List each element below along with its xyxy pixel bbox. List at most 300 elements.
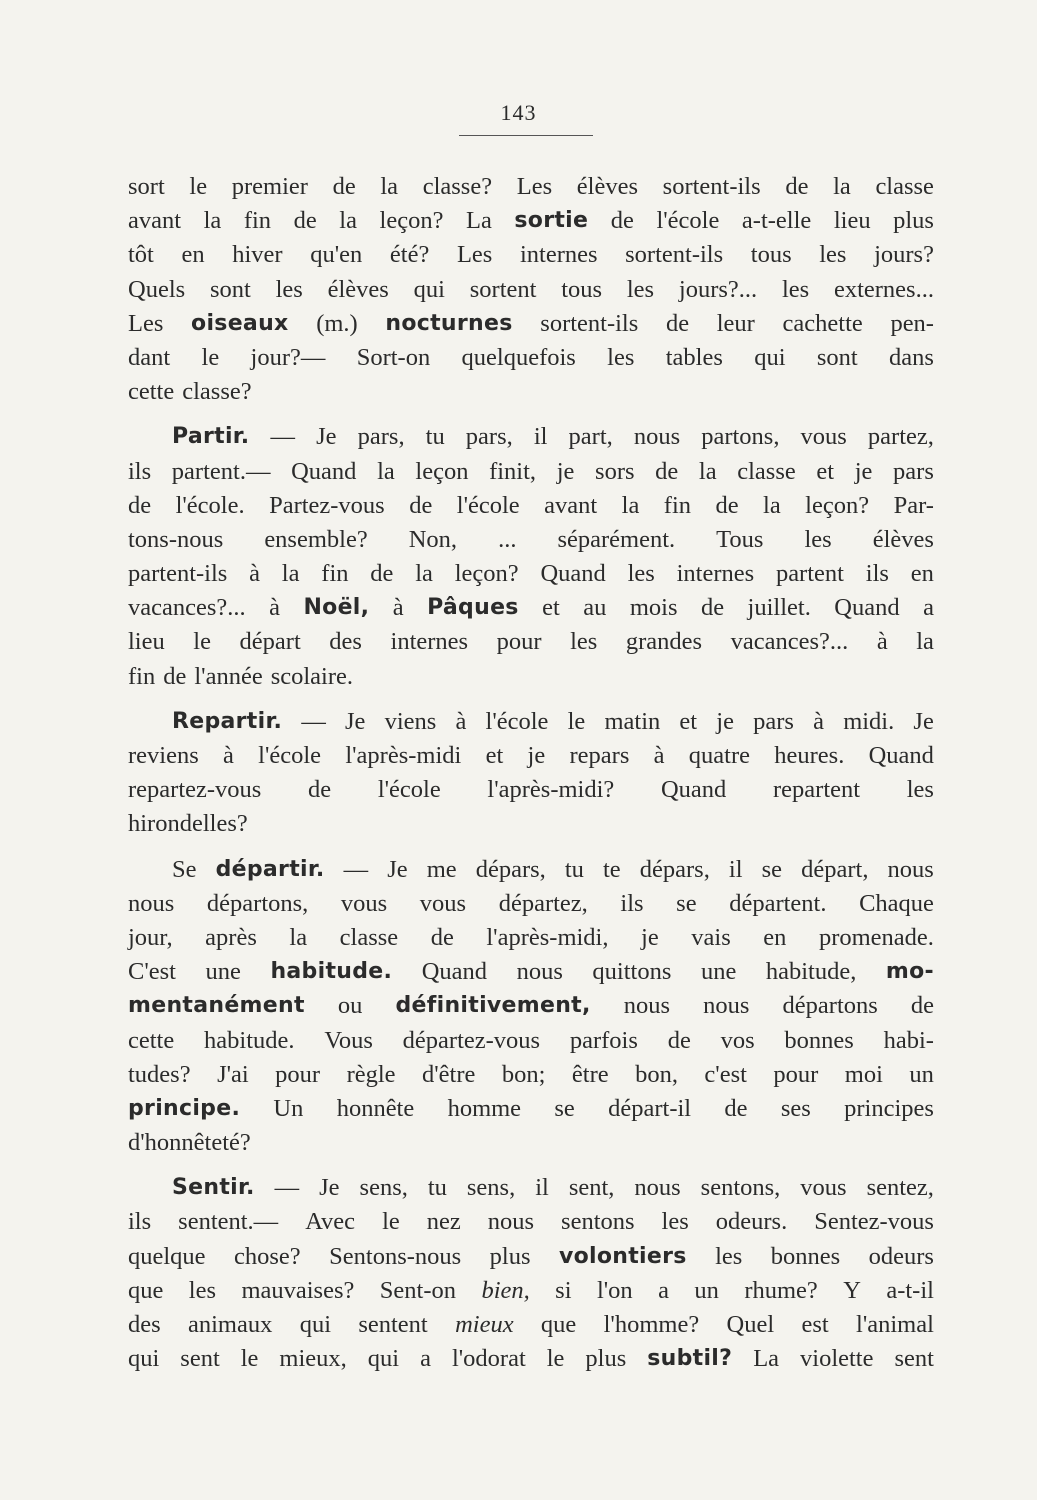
paragraph <box>128 170 934 409</box>
word: départons <box>782 992 878 1020</box>
text-line <box>128 273 934 307</box>
word: J'ai <box>217 1060 249 1088</box>
word: d'être <box>422 1060 476 1088</box>
word: l'école <box>485 707 549 735</box>
word: classe <box>737 457 796 485</box>
word: ils <box>865 560 889 588</box>
word: externes... <box>833 275 934 303</box>
word: Je <box>316 423 337 451</box>
text-line <box>128 1058 934 1092</box>
word: vous <box>419 889 467 917</box>
word: dépars, <box>475 855 546 883</box>
word: finit, <box>489 457 537 485</box>
word: jour, <box>128 923 173 951</box>
word: la <box>916 628 934 656</box>
word: il <box>535 1174 549 1202</box>
word: fin <box>243 207 272 235</box>
word: principe. <box>128 1095 241 1121</box>
text-line <box>128 1171 934 1205</box>
word: tôt <box>128 241 154 269</box>
word: de <box>370 560 394 588</box>
word: matin <box>604 707 661 735</box>
word: hirondelles? <box>128 810 248 838</box>
word: oiseaux <box>191 310 289 336</box>
word: de <box>667 1026 691 1054</box>
word: bon; <box>501 1060 546 1088</box>
word: la <box>833 173 851 200</box>
text-line <box>128 1274 934 1308</box>
word: grandes <box>625 628 703 656</box>
word: sors <box>595 457 635 485</box>
text-line <box>128 1092 934 1126</box>
word: tous <box>561 275 603 303</box>
word: une <box>700 958 737 986</box>
word: pour <box>773 1060 819 1088</box>
text-line <box>128 170 934 204</box>
word: lieu <box>128 628 165 656</box>
word: est <box>801 1311 829 1338</box>
word: cette <box>128 378 175 406</box>
word: a-t-il <box>886 1276 934 1304</box>
text-line <box>128 238 934 272</box>
word: l'après-midi, <box>486 923 609 951</box>
word: le <box>567 707 586 735</box>
word: qui <box>754 343 786 371</box>
word: bonnes <box>784 1026 854 1054</box>
word: internes <box>676 560 755 588</box>
word: Vous <box>324 1026 373 1054</box>
word: un <box>694 1276 719 1304</box>
word: les <box>188 1276 217 1304</box>
text-line <box>128 523 934 557</box>
word: plus <box>489 1242 531 1270</box>
word: repars <box>569 742 630 769</box>
word: été? <box>389 241 430 269</box>
text-line <box>128 341 934 375</box>
text-line <box>128 489 934 523</box>
word: repartez-vous <box>128 776 262 804</box>
paragraph <box>128 705 934 842</box>
word: les <box>804 525 832 553</box>
word: plus <box>585 1345 627 1373</box>
word: dans <box>889 343 934 371</box>
word: pars, <box>465 423 513 451</box>
word: hiver <box>232 241 283 269</box>
word: nous <box>633 423 681 451</box>
word: juillet. <box>747 594 811 622</box>
word: bonnes <box>770 1242 841 1270</box>
word: tu <box>427 1174 447 1202</box>
word: Sort-on <box>356 343 431 371</box>
word: élèves <box>872 525 934 553</box>
word: cachette <box>782 309 863 337</box>
word: les <box>715 1242 743 1270</box>
word: volontiers <box>558 1243 687 1269</box>
text-line <box>128 989 934 1023</box>
word: vous <box>800 1174 847 1202</box>
word: l'odorat <box>451 1345 526 1373</box>
word: être <box>571 1060 609 1088</box>
word: les <box>819 241 847 269</box>
word: — <box>274 1174 300 1202</box>
word: fin <box>663 491 691 519</box>
word: Chaque <box>859 889 934 917</box>
word: à <box>813 707 825 735</box>
text-line <box>128 1205 934 1239</box>
word: définitivement, <box>395 993 591 1019</box>
word: élèves <box>576 173 638 200</box>
word: Quand <box>540 560 606 588</box>
word: classe <box>339 923 399 951</box>
word: leçon <box>415 457 469 485</box>
word: scolaire. <box>270 662 354 690</box>
word: les <box>626 275 655 303</box>
word: l'école <box>377 776 441 804</box>
word: pour <box>275 1060 321 1088</box>
word: Par- <box>893 491 934 519</box>
word: avant <box>544 491 598 519</box>
word: internes <box>390 628 469 656</box>
word: repartent <box>773 776 861 804</box>
word: il <box>533 423 548 451</box>
word: Sentir. <box>172 1175 255 1201</box>
word: nous <box>703 992 750 1020</box>
word: ses <box>780 1094 811 1122</box>
text-line <box>128 625 934 659</box>
word: sentent <box>358 1311 428 1338</box>
text-line <box>128 887 934 921</box>
word: te <box>603 855 621 883</box>
word: l'école <box>656 207 720 235</box>
header-rule <box>459 135 593 136</box>
word: habitude. <box>270 959 393 985</box>
word: le <box>382 1208 400 1236</box>
word: de <box>610 207 634 235</box>
word: pars <box>753 707 794 735</box>
text-line <box>128 557 934 591</box>
body-text <box>128 170 934 1376</box>
text-line <box>128 773 934 807</box>
word: Un <box>273 1094 304 1122</box>
word: sentons, <box>700 1174 781 1202</box>
paragraph <box>128 420 934 694</box>
text-line <box>128 204 934 238</box>
text-line <box>128 420 934 454</box>
word: sortie <box>514 208 589 234</box>
word: ... <box>498 525 517 553</box>
word: reviens <box>128 742 199 769</box>
text-line <box>128 921 934 955</box>
word: le <box>240 1345 259 1373</box>
word: de <box>724 1094 748 1122</box>
word: l'après-midi <box>345 742 462 769</box>
word: Quels <box>128 275 186 303</box>
word: je <box>854 457 873 485</box>
word: sentent.— <box>178 1208 279 1236</box>
word: Quand <box>868 742 934 769</box>
word: internes <box>519 241 598 269</box>
word: la <box>763 491 781 519</box>
word: Je <box>387 855 408 883</box>
word: pars, <box>357 423 405 451</box>
word: et <box>542 594 560 622</box>
word: sentons <box>561 1208 635 1236</box>
word: se <box>761 855 783 883</box>
word: — <box>301 707 326 735</box>
word: quatre <box>688 742 750 769</box>
word: tu <box>564 855 584 883</box>
word: à <box>269 594 280 622</box>
word: de <box>409 491 433 519</box>
word: partons, <box>701 423 780 451</box>
text-line <box>128 660 934 694</box>
word: de <box>715 491 739 519</box>
word: bien, <box>481 1276 530 1304</box>
word: sont <box>209 275 251 303</box>
word: départ-il <box>608 1094 692 1122</box>
word: vacances?... <box>730 628 849 656</box>
word: vos <box>720 1026 755 1054</box>
word: tables <box>665 343 723 371</box>
text-line <box>128 853 934 887</box>
word: sens, <box>466 1174 516 1202</box>
text-line <box>128 739 934 773</box>
word: nous <box>128 889 175 917</box>
text-line <box>128 1126 934 1160</box>
word: Noël, <box>303 595 370 621</box>
word: à <box>876 628 888 656</box>
page-number: 143 <box>500 100 537 125</box>
word: règle <box>346 1060 396 1088</box>
word: plus <box>893 207 934 235</box>
word: leçon? <box>454 560 519 588</box>
word: départ, <box>801 855 869 883</box>
word: de <box>293 207 317 235</box>
word: — <box>343 855 369 883</box>
word: dant <box>128 343 171 371</box>
word: Les <box>128 309 164 337</box>
paragraph <box>128 853 934 1161</box>
word: leçon? <box>379 207 444 235</box>
word: sortent-ils <box>625 241 724 269</box>
word: l'après-midi? <box>487 776 615 804</box>
word: la <box>203 207 222 235</box>
word: à <box>653 742 665 769</box>
word: La <box>753 1345 780 1373</box>
word: d'honnêteté? <box>128 1129 251 1157</box>
word: habitude, <box>765 958 857 986</box>
word: nocturnes <box>385 310 513 336</box>
word: vacances?... <box>128 594 246 622</box>
word: Partez-vous <box>269 491 385 519</box>
word: me <box>426 855 457 883</box>
word: quelquefois <box>461 343 576 371</box>
word: fin <box>128 662 156 690</box>
word: l'école. <box>175 491 245 519</box>
word: quelque <box>128 1242 206 1270</box>
word: quittons <box>592 958 672 986</box>
word: Sent-on <box>379 1276 457 1304</box>
word: le <box>201 343 220 371</box>
word: de <box>700 594 725 622</box>
word: Partir. <box>172 424 250 450</box>
word: subtil? <box>647 1346 733 1372</box>
word: ensemble? <box>264 525 368 553</box>
paragraph-spacer <box>128 1160 934 1171</box>
word: mo- <box>885 959 934 985</box>
word: au <box>583 594 607 622</box>
word: chose? <box>234 1242 301 1270</box>
word: vous <box>800 423 847 451</box>
word: mauvaises? <box>241 1276 355 1304</box>
word: je <box>716 707 734 735</box>
word: jour?— <box>250 343 326 371</box>
word: partent.— <box>171 457 271 485</box>
word: départez, <box>498 889 588 917</box>
word: violette <box>800 1345 874 1373</box>
word: les <box>275 275 303 303</box>
word: Sentons-nous <box>329 1242 462 1270</box>
word: le <box>189 173 208 200</box>
word: pen- <box>890 309 934 337</box>
word: vous <box>340 889 388 917</box>
word: tudes? <box>128 1060 191 1088</box>
word: nez <box>426 1208 461 1236</box>
word: ils <box>128 457 152 485</box>
word: de <box>430 923 454 951</box>
paragraph-spacer <box>128 694 934 705</box>
word: une <box>205 958 241 986</box>
word: l'année <box>194 662 263 690</box>
word: Se <box>172 855 197 883</box>
text-line <box>128 307 934 341</box>
word: les <box>781 275 810 303</box>
word: principes <box>844 1094 934 1122</box>
word: les <box>627 560 655 588</box>
word: la <box>289 923 308 951</box>
word: odeurs <box>868 1242 934 1270</box>
word: classe? <box>422 173 493 200</box>
text-line <box>128 455 934 489</box>
word: lieu <box>833 207 871 235</box>
word: Quand <box>291 457 357 485</box>
word: cette <box>128 1026 175 1054</box>
word: départons, <box>206 889 309 917</box>
word: tous <box>750 241 792 269</box>
word: Je <box>344 707 366 735</box>
word: sortent-ils <box>540 309 639 337</box>
word: ils <box>620 889 644 917</box>
word: classe <box>875 173 934 200</box>
word: que <box>128 1276 164 1304</box>
word: tons-nous <box>128 525 224 553</box>
word: départir. <box>215 856 325 882</box>
word: les <box>570 628 598 656</box>
word: dépars, <box>639 855 710 883</box>
word: heures. <box>774 742 845 769</box>
word: un <box>909 1060 934 1088</box>
word: ils <box>128 1208 152 1236</box>
word: Non, <box>408 525 458 553</box>
word: se <box>554 1094 575 1122</box>
word: mentanément <box>128 993 305 1019</box>
text-line <box>128 1342 934 1376</box>
word: la <box>377 457 395 485</box>
word: c'est <box>704 1060 747 1088</box>
word: en <box>910 560 934 588</box>
word: Quand <box>421 958 488 986</box>
word: qu'en <box>310 241 363 269</box>
word: se <box>676 889 697 917</box>
word: les <box>906 776 934 804</box>
word: sent, <box>568 1174 615 1202</box>
word: Pâques <box>427 595 519 621</box>
word: mieux, <box>279 1345 347 1373</box>
word: de <box>308 776 332 804</box>
word: séparément. <box>557 525 676 553</box>
word: moi <box>844 1060 883 1088</box>
word: de <box>163 662 187 690</box>
word: avant <box>128 207 182 235</box>
word: le <box>193 628 211 656</box>
word: partent-ils <box>128 560 228 588</box>
word: et <box>816 457 835 485</box>
word: sent <box>894 1345 934 1373</box>
word: pour <box>496 628 542 656</box>
word: il <box>728 855 743 883</box>
word: de <box>332 173 356 200</box>
word: partez, <box>867 423 934 451</box>
word: la <box>415 560 433 588</box>
word: à <box>223 742 234 769</box>
word: la <box>339 207 357 235</box>
word: nous <box>634 1174 681 1202</box>
word: sort <box>128 173 165 200</box>
word: habitude. <box>204 1026 295 1054</box>
word: honnête <box>336 1094 415 1122</box>
word: Je <box>913 707 934 735</box>
word: Quel <box>726 1311 775 1338</box>
word: bon, <box>635 1060 678 1088</box>
word: que <box>540 1311 577 1338</box>
word: rhume? <box>744 1276 818 1304</box>
word: fin <box>321 560 349 588</box>
word: partent <box>775 560 844 588</box>
word: la <box>621 491 640 519</box>
word: jours? <box>874 241 934 269</box>
word: en <box>181 241 205 269</box>
word: vais <box>691 923 731 951</box>
word: parfois <box>569 1026 638 1054</box>
word: Sentez-vous <box>814 1208 934 1236</box>
word: en <box>763 923 787 951</box>
word: les <box>607 343 635 371</box>
text-line <box>128 375 934 409</box>
word: midi. <box>843 707 895 735</box>
text-line <box>128 955 934 989</box>
word: le <box>546 1345 565 1373</box>
word: sentez, <box>866 1174 934 1202</box>
word: après <box>205 923 257 951</box>
word: l'école <box>456 491 520 519</box>
word: Y <box>843 1276 861 1304</box>
word: sens, <box>359 1174 408 1202</box>
word: nous <box>623 992 671 1020</box>
word: la <box>698 457 717 485</box>
word: et <box>679 707 698 735</box>
word: des <box>329 628 362 656</box>
word: des <box>128 1311 161 1338</box>
